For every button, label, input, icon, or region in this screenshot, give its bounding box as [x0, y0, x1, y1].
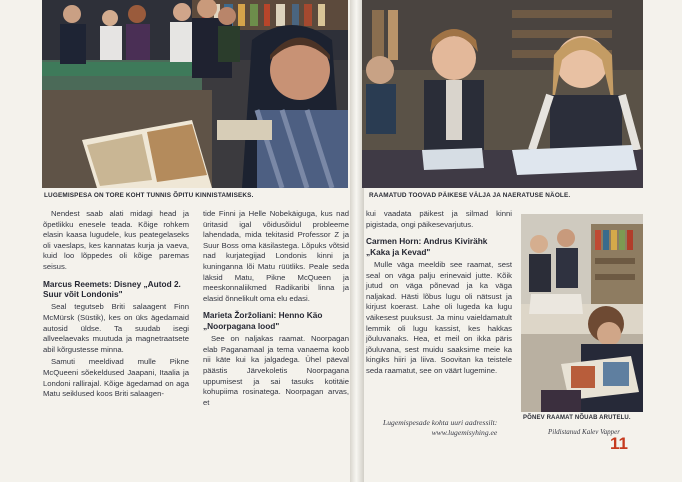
- review-heading-carmen: Carmen Horn: Andrus Kivirähk „Kaka ja Kevad": [366, 236, 488, 257]
- paragraph: Samuti meeldivad mulle Pikne McQueeni sõekeldused Jaapani, Itaalia ja Londoni rallirajal. Kõige ägedamad on aga Matu seiklused koos Briti salaagen-: [43, 357, 189, 399]
- source-url-link[interactable]: www.lugemisyhing.ee: [431, 427, 498, 437]
- photo-caption-small: PÕNEV RAAMAT NÕUAB ARUTELU.: [523, 415, 631, 421]
- text-column-1: [43, 209, 189, 402]
- photo-smiling-readers: [362, 0, 643, 188]
- paragraph: Seal tegutseb Briti salaagent Finn McMürsk (Süstik), kes on üks ägedamaid autosid üldse. Ta suudab isegi allveelaevaks muutuda ja magnetraatsete abil kõrgustesse minna.: [43, 302, 189, 354]
- photographer-credit: Pildistanud Kalev Vapper: [548, 428, 620, 436]
- source-credit: [383, 418, 497, 437]
- text-column-2: [203, 209, 349, 410]
- paragraph: See on naljakas raamat. Noorpagan elab Paganamaal ja tema vanaema koob nii käte kui ka jalgadega. Ühel päeval päästis Järvekoletis Noorpagana uppumisest ja sai tasuks kotitäie kohupiima rosinatega. Noorpagan arvas, et: [203, 334, 349, 407]
- paragraph: kui vaadata päikest ja silmad kinni pigistada, ongi päikesevarjutus.: [366, 209, 512, 229]
- text-column-3: [366, 209, 512, 379]
- paragraph: tide Finni ja Helle Nobekäiguga, kus nad üritasid igal võidusõidul probleeme lahendada, mida tekitasid Professor Z ja Suur Boss oma käsilastega. Lõpuks võtsid nad kurjategijad Londonis kinni ja kuninganna lõi Matu rüütliks. Peale seda läksid Matu, Pikne McQueen ja meeskonnaliikmed Radikaribi linna ja elasid õnnelikult oma elu edasi.: [203, 209, 349, 303]
- photo-reading-nook: [42, 0, 348, 188]
- page-number: 11: [610, 434, 628, 453]
- photo-caption-left: LUGEMISPESA ON TORE KOHT TUNNIS ÕPITU KINNISTAMISEKS.: [44, 192, 254, 199]
- paragraph: Mulle väga meeldib see raamat, sest seal on väga palju erinevaid jutte. Kõik jutud on väga põnevad ja ka väga naljakad. Hästi lõbus lugu oli nätsust ja kirjust koerast. Lahe oli lugeda ka lugu väikesest puuksust. Ja minu vaieldamatult lemmik oli lugu kassist, kes hakkas jõuluvanaks. Hea, et meil on ikka päris jõuluvana, sest muidu saaksime meie ka kingiks hiiri ja liiva. Soovitan ka teistele seda raamatut, see on väärt lugemine.: [366, 260, 512, 375]
- intro-paragraph: Nendest saab alati midagi head ja õpetlikku enesele teada. Kõige rohkem elasin kaasa lugudele, kus peategelaseks oli vaeslaps, kes kannatas kurja ja vaeva, kuid loo lõppedes oli kõige paremas seisus.: [43, 209, 189, 271]
- photo-caption-right: RAAMATUD TOOVAD PÄIKESE VÄLJA JA NAERATUSE NÄOLE.: [369, 192, 571, 199]
- review-heading-marieta: Marieta Žoržoliani: Henno Käo „Noorpagana lood": [203, 310, 323, 331]
- photo-book-discussion: [521, 214, 643, 412]
- review-heading-marcus: Marcus Reemets: Disney „Autod 2. Suur võit Londonis": [43, 278, 181, 299]
- source-label: Lugemispesade kohta uuri aadressilt:: [383, 418, 498, 427]
